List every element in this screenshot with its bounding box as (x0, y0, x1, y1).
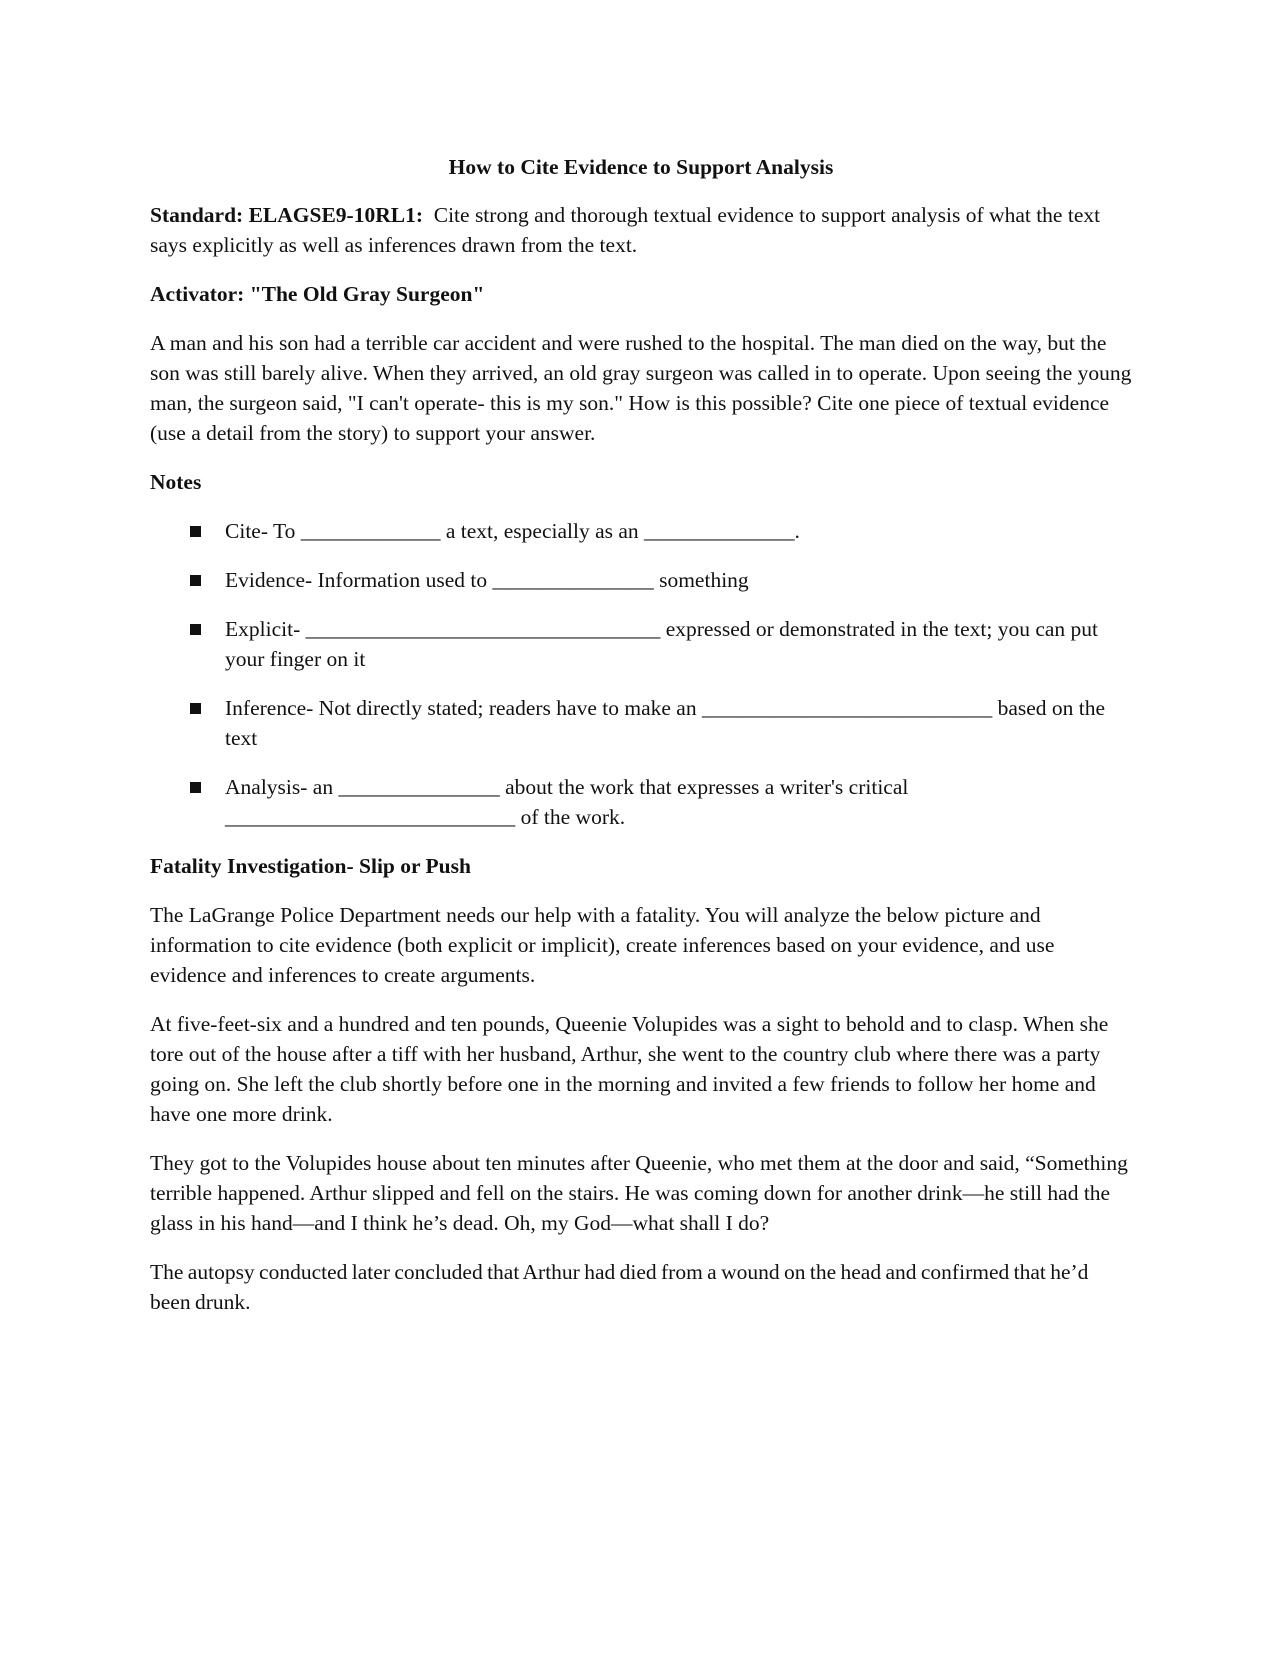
square-bullet-icon (190, 624, 201, 635)
square-bullet-icon (190, 782, 201, 793)
standard-paragraph (150, 200, 1132, 260)
list-item (150, 516, 1132, 546)
note-evidence: Evidence- Information used to _______________ something (225, 568, 749, 592)
activator-heading: Activator: "The Old Gray Surgeon" (150, 282, 485, 306)
autopsy-paragraph: The autopsy conducted later concluded that Arthur had died from a wound on the head and confirmed that he’d been drunk. (150, 1260, 1089, 1314)
document-page (150, 140, 1132, 1336)
fatality-heading: Fatality Investigation- Slip or Push (150, 854, 471, 878)
notes-list (150, 516, 1132, 832)
note-inference: Inference- Not directly stated; readers have to make an ___________________________ based on the text (225, 696, 1106, 750)
queenie-paragraph: At five-feet-six and a hundred and ten pounds, Queenie Volupides was a sight to behold and to clasp. When she tore out of the house after a tiff with her husband, Arthur, she went to the country club where there was a party going on. She left the club shortly before one in the morning and invited a few friends to follow her home and have one more drink. (150, 1012, 1109, 1126)
square-bullet-icon (190, 575, 201, 586)
note-explicit: Explicit- _________________________________ expressed or demonstrated in the text; you can put your finger on it (225, 617, 1098, 671)
arrival-paragraph: They got to the Volupides house about ten minutes after Queenie, who met them at the door and said, “Something terrible happened. Arthur slipped and fell on the stairs. He was coming down for another drink—he still had the glass in his hand—and I think he’s dead. Oh, my God—what shall I do? (150, 1151, 1128, 1235)
fatality-intro-paragraph: The LaGrange Police Department needs our help with a fatality. You will analyze the below picture and information to cite evidence (both explicit or implicit), create inferences based on your evidence, and use evidence and inferences to create arguments. (150, 903, 1055, 987)
page-title: How to Cite Evidence to Support Analysis (448, 155, 834, 179)
note-analysis: Analysis- an _______________ about the work that expresses a writer's critical ___________________________ of the work. (225, 775, 909, 829)
standard-text: Cite strong and thorough textual evidence to support analysis of what the text says explicitly as well as inferences drawn from the text. (150, 203, 1101, 257)
activator-paragraph: A man and his son had a terrible car accident and were rushed to the hospital. The man died on the way, but the son was still barely alive. When they arrived, an old gray surgeon was called in to operate. Upon seeing the young man, the surgeon said, "I can't operate- this is my son." How is this possible? Cite one piece of textual evidence (use a detail from the story) to support your answer. (150, 331, 1132, 445)
list-item (150, 693, 1132, 753)
square-bullet-icon (190, 526, 201, 537)
square-bullet-icon (190, 703, 201, 714)
standard-label: Standard: ELAGSE9-10RL1: (150, 203, 423, 227)
list-item (150, 772, 1132, 832)
list-item (150, 565, 1132, 595)
notes-heading: Notes (150, 470, 202, 494)
list-item (150, 614, 1132, 674)
note-cite: Cite- To _____________ a text, especially as an ______________. (225, 519, 800, 543)
